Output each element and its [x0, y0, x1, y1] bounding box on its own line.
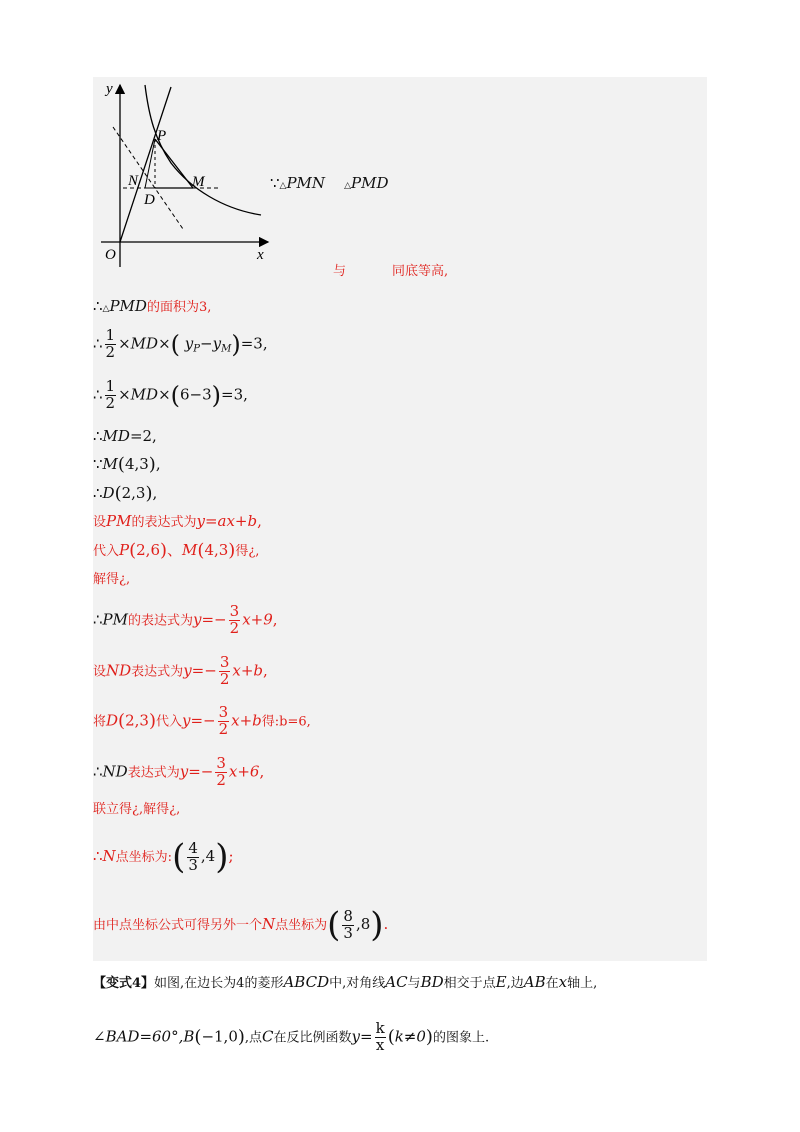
label-o: O [105, 247, 116, 263]
line-18: 由中点坐标公式可得另外一个N点坐标为( $\frac{8}{3}$ ,8). [93, 905, 389, 945]
line-2: 与 同底等高, [333, 264, 449, 279]
line-6: ∴MD=2, [93, 427, 157, 445]
line-12: ∴PM的表达式为y=− $\frac{3}{2}$ x+9, [93, 602, 278, 637]
line-4: ∴ $\frac{1}{2}$ ×MD×( $y_P-y_M)=3$, [93, 326, 268, 361]
label-x: x [257, 247, 264, 263]
line-20: ∠BAD=60°,B(−1,0),点C在反比例函数y= $\frac{k}{x}$ (k≠0)的图象上. [93, 1019, 490, 1054]
line-15: ∴ND表达式为y=− $\frac{3}{2}$ x+6, [93, 754, 265, 789]
line-10: 代入P(2,6)、M(4,3)得¿, [93, 540, 260, 561]
line-op [120, 87, 171, 242]
label-y: y [106, 81, 113, 97]
label-m: M [192, 174, 205, 190]
line-19: 【变式4】如图,在边长为4的菱形ABCD中,对角线AC与BD相交于点E,边AB在x轴上, [93, 973, 598, 991]
label-n: N [128, 173, 139, 189]
line-14: 将D(2,3)代入y=− $\frac{3}{2}$ x+b得:b=6, [93, 703, 311, 738]
label-p: P [157, 128, 167, 144]
line-7: ∵M(4,3), [93, 454, 161, 475]
line-11: 解得¿, [93, 572, 131, 587]
line-17: ∴N点坐标为:( $\frac{4}{3}$ ,4); [93, 837, 234, 877]
line-pm [155, 139, 193, 188]
line-9: 设PM的表达式为y=ax+b, [93, 512, 262, 530]
coordinate-figure [93, 77, 283, 272]
hyperbola-curve [145, 85, 261, 215]
line-13: 设ND表达式为y=− $\frac{3}{2}$ x+b, [93, 653, 268, 688]
line-8: ∴D(2,3), [93, 483, 158, 504]
line-16: 联立得¿,解得¿, [93, 802, 181, 817]
line-5: ∴ $\frac{1}{2}$ ×MD×(6−3)=3, [93, 377, 248, 412]
line-nd-dashed [113, 127, 183, 229]
label-d: D [144, 192, 155, 208]
line-3: ∴△PMD的面积为3, [93, 297, 212, 315]
line-1: ∵△PMN △PMD [270, 174, 389, 192]
